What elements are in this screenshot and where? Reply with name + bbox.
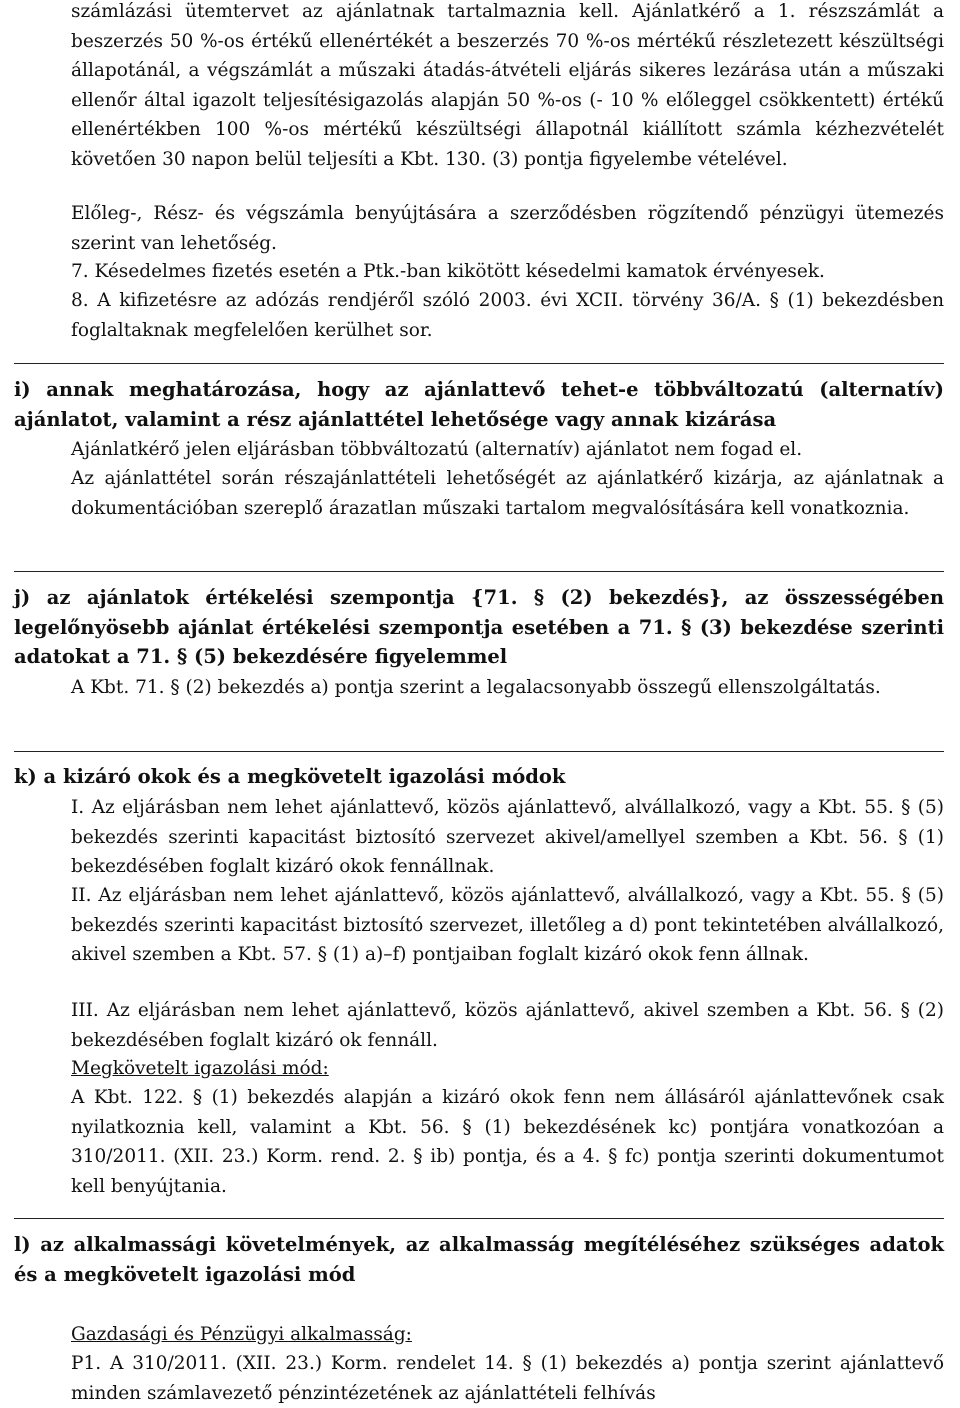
section-k-divider bbox=[14, 751, 944, 752]
section-l-divider bbox=[14, 1218, 944, 1219]
payment-schedule-paragraph: számlázási ütemtervet az ajánlatnak tartalmaznia kell. Ajánlatkérő a 1. részszámlát a beszerzés 50 %-os értékű ellenértékét a beszerzés 70 %-os mértékű részletezett készültségi állapotánál, a végszámlát a műszaki átadás-átvételi eljárás sikeres lezárása után a műszaki ellenőr által igazolt teljesítésigazolás alapján 50 %-os (- 10 % előleggel csökkentett) értékű ellenértékben 100 %-os mértékű készültségi állapotnál kiállított számla kézhezvételét követően 30 napon belül teljesíti a Kbt. 130. (3) pontja figyelembe vételével. bbox=[71, 1, 944, 170]
section-i-partial-bid-paragraph: Az ajánlattétel során részajánlattételi lehetőségét az ajánlatkérő kizárja, az ajánlatnak a dokumentációban szereplő árazatlan műszaki tartalom megvalósítására kell vonatkoznia. bbox=[71, 468, 944, 519]
exclusion-ground-ii: II. Az eljárásban nem lehet ajánlattevő, közös ajánlattevő, alvállalkozó, vagy a Kbt. 55. § (5) bekezdés szerinti kapacitást biztosító szervezet, illetőleg a d) pont tekintetében alvállalkozó, akivel szemben a Kbt. 57. § (1) a)–f) pontjaiban foglalt kizáró okok fenn állnak. bbox=[71, 885, 944, 965]
payment-tax-paragraph: 8. A kifizetésre az adózás rendjéről szóló 2003. évi XCII. törvény 36/A. § (1) bekezdésben foglaltaknak megfelelően kerülhet sor. bbox=[71, 290, 944, 341]
section-l-heading: l) az alkalmassági követelmények, az alkalmasság megítéléséhez szükséges adatok és a megkövetelt igazolási mód bbox=[14, 1233, 944, 1286]
section-j-criteria-paragraph: A Kbt. 71. § (2) bekezdés a) pontja szerint a legalacsonyabb összegű ellenszolgáltatás. bbox=[71, 677, 881, 698]
advance-invoice-paragraph: Előleg-, Rész- és végszámla benyújtására a szerződésben rögzítendő pénzügyi ütemezés szerint van lehetőség. bbox=[71, 203, 944, 254]
exclusion-ground-iii: III. Az eljárásban nem lehet ajánlattevő, közös ajánlattevő, akivel szemben a Kbt. 56. § (2) bekezdésében foglalt kizáró ok fennáll. bbox=[71, 1000, 944, 1051]
late-payment-paragraph: 7. Késedelmes fizetés esetén a Ptk.-ban kikötött késedelmi kamatok érvényesek. bbox=[71, 261, 825, 282]
section-k-subheading: Megkövetelt igazolási mód: bbox=[71, 1058, 329, 1079]
section-i-alternative-paragraph: Ajánlatkérő jelen eljárásban többváltozatú (alternatív) ajánlatot nem fogad el. bbox=[71, 439, 803, 460]
section-i-heading: i) annak meghatározása, hogy az ajánlattevő tehet-e többváltozatú (alternatív) ajánlatot, valamint a rész ajánlattétel lehetősége vagy annak kizárása bbox=[14, 378, 944, 431]
section-l-subheading: Gazdasági és Pénzügyi alkalmasság: bbox=[71, 1324, 412, 1345]
section-j-divider bbox=[14, 571, 944, 572]
financial-suitability-p1: P1. A 310/2011. (XII. 23.) Korm. rendelet 14. § (1) bekezdés a) pontja szerint ajánlattevő minden számlavezető pénzintézetének az ajánlattételi felhívás bbox=[71, 1353, 944, 1404]
verification-method-paragraph: A Kbt. 122. § (1) bekezdés alapján a kizáró okok fenn nem állásáról ajánlattevőnek csak nyilatkoznia kell, valamint a Kbt. 56. § (1) bekezdésének kc) pontjára vonatkozóan a 310/2011. (XII. 23.) Korm. rend. 2. § ib) pontja, és a 4. § fc) pontja szerinti dokumentumot kell benyújtania. bbox=[71, 1087, 944, 1197]
section-j-heading: j) az ajánlatok értékelési szempontja {71. § (2) bekezdés}, az összességében legelőnyösebb ajánlat értékelési szempontja esetében a 71. § (3) bekezdése szerinti adatokat a 71. § (5) bekezdésére figyelemmel bbox=[14, 586, 944, 668]
section-i-divider bbox=[14, 363, 944, 364]
exclusion-ground-i: I. Az eljárásban nem lehet ajánlattevő, közös ajánlattevő, alvállalkozó, vagy a Kbt. 55. § (5) bekezdés szerinti kapacitást biztosító szervezet akivel/amellyel szemben a Kbt. 56. § (1) bekezdésében foglalt kizáró okok fennállnak. bbox=[71, 797, 944, 877]
section-k-heading: k) a kizáró okok és a megkövetelt igazolási módok bbox=[14, 765, 566, 788]
